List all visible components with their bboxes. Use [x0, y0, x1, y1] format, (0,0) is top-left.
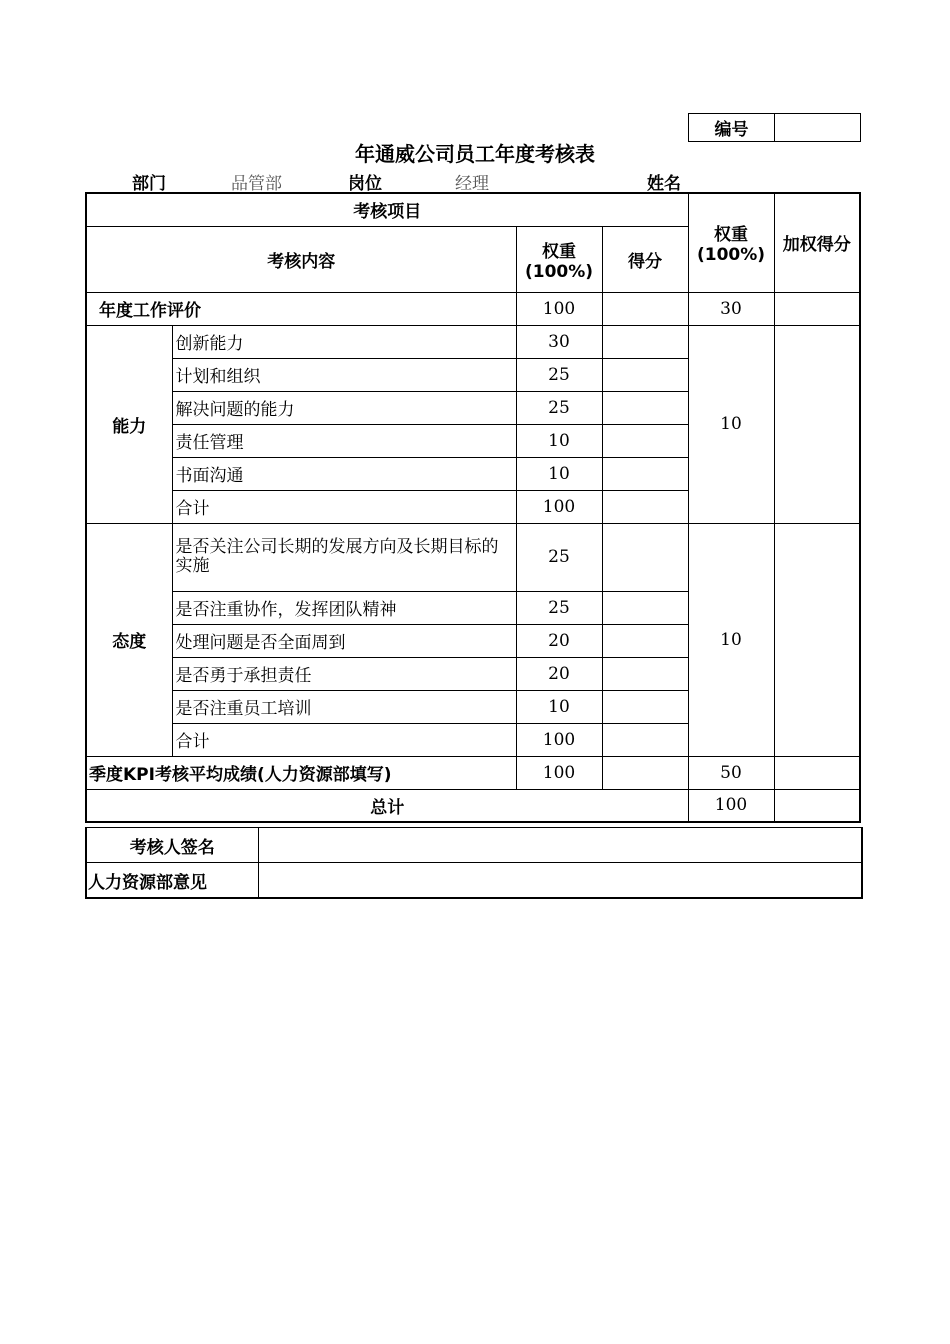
kpi-weight2: 50 [688, 756, 774, 789]
attitude-weighted[interactable] [774, 523, 860, 756]
kpi-score[interactable] [602, 756, 688, 789]
number-label: 编号 [689, 114, 775, 142]
attitude-subtotal-score[interactable] [602, 723, 688, 756]
ability-score[interactable] [602, 358, 688, 391]
attitude-score[interactable] [602, 657, 688, 690]
total-weighted[interactable] [774, 789, 860, 822]
attitude-content: 是否勇于承担责任 [172, 657, 516, 690]
attitude-score[interactable] [602, 690, 688, 723]
attitude-subtotal-weight: 100 [516, 723, 602, 756]
ability-weight: 10 [516, 457, 602, 490]
ability-score[interactable] [602, 457, 688, 490]
reviewer-signature-field[interactable] [258, 828, 862, 863]
ability-content: 计划和组织 [172, 358, 516, 391]
ability-label: 能力 [86, 325, 172, 523]
attitude-weight: 25 [516, 523, 602, 591]
reviewer-signature-label: 考核人签名 [86, 828, 258, 863]
attitude-label: 态度 [86, 523, 172, 756]
attitude-weight2: 10 [688, 523, 774, 756]
ability-subtotal-weight: 100 [516, 490, 602, 523]
annual-weight: 100 [516, 292, 602, 325]
ability-weight: 10 [516, 424, 602, 457]
header-content: 考核内容 [86, 226, 516, 292]
ability-content: 书面沟通 [172, 457, 516, 490]
attitude-content: 是否注重员工培训 [172, 690, 516, 723]
ability-score[interactable] [602, 391, 688, 424]
attitude-weight: 10 [516, 690, 602, 723]
ability-subtotal-label: 合计 [172, 490, 516, 523]
header-weighted-score: 加权得分 [774, 193, 860, 292]
annual-weight2: 30 [688, 292, 774, 325]
appraisal-table [85, 192, 861, 823]
attitude-content: 是否关注公司长期的发展方向及长期目标的实施 [172, 523, 516, 591]
attitude-weight: 20 [516, 657, 602, 690]
attitude-score[interactable] [602, 523, 688, 591]
ability-subtotal-score[interactable] [602, 490, 688, 523]
ability-weight: 25 [516, 358, 602, 391]
ability-weight: 25 [516, 391, 602, 424]
post-value[interactable]: 经理 [455, 174, 489, 194]
attitude-score[interactable] [602, 591, 688, 624]
post-label: 岗位 [348, 174, 382, 194]
signature-table [85, 827, 863, 899]
name-label: 姓名 [647, 174, 681, 194]
ability-weight2: 10 [688, 325, 774, 523]
ability-content: 创新能力 [172, 325, 516, 358]
annual-weighted[interactable] [774, 292, 860, 325]
hr-opinion-field[interactable] [258, 863, 862, 899]
attitude-weight: 20 [516, 624, 602, 657]
attitude-content: 处理问题是否全面周到 [172, 624, 516, 657]
ability-content: 解决问题的能力 [172, 391, 516, 424]
ability-weighted[interactable] [774, 325, 860, 523]
annual-label: 年度工作评价 [86, 292, 516, 325]
attitude-score[interactable] [602, 624, 688, 657]
dept-label: 部门 [132, 174, 166, 194]
ability-weight: 30 [516, 325, 602, 358]
attitude-weight: 25 [516, 591, 602, 624]
form-title: 年通威公司员工年度考核表 [355, 142, 595, 166]
attitude-subtotal-label: 合计 [172, 723, 516, 756]
ability-score[interactable] [602, 325, 688, 358]
dept-value[interactable]: 品管部 [231, 174, 282, 194]
kpi-label: 季度KPI考核平均成绩(人力资源部填写) [86, 756, 516, 789]
hr-opinion-label: 人力资源部意见 [86, 863, 258, 899]
header-weight: 权重 (100%) [516, 226, 602, 292]
ability-content: 责任管理 [172, 424, 516, 457]
header-weight2: 权重 (100%) [688, 193, 774, 292]
kpi-weight: 100 [516, 756, 602, 789]
header-item: 考核项目 [86, 193, 688, 226]
header-score: 得分 [602, 226, 688, 292]
total-weight2: 100 [688, 789, 774, 822]
ability-score[interactable] [602, 424, 688, 457]
attitude-content: 是否注重协作，发挥团队精神 [172, 591, 516, 624]
total-label: 总计 [86, 789, 688, 822]
kpi-weighted[interactable] [774, 756, 860, 789]
annual-score[interactable] [602, 292, 688, 325]
